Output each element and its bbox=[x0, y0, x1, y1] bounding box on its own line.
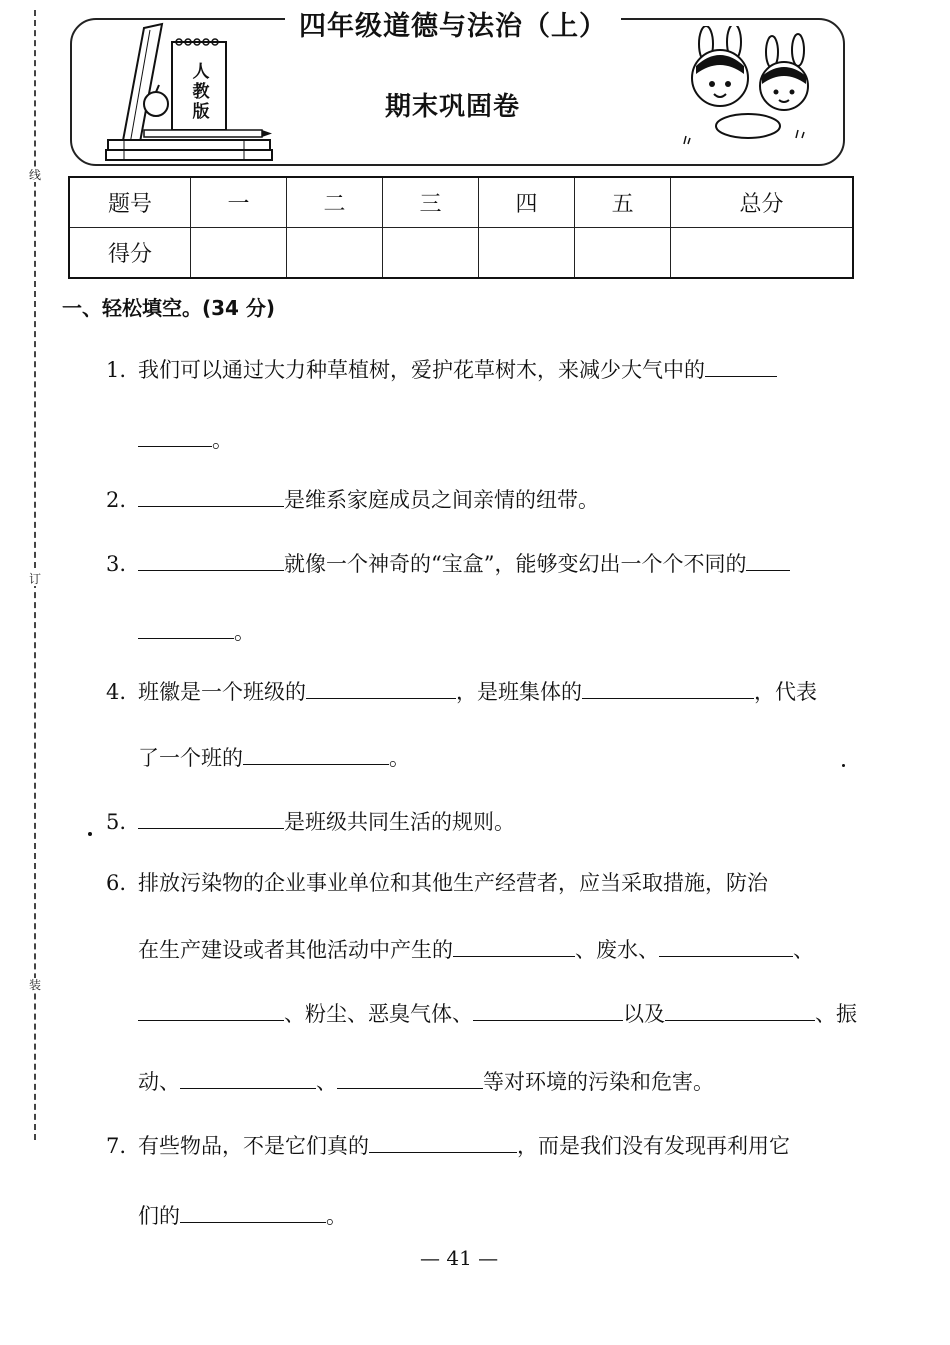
binding-char-top: 线 bbox=[28, 168, 41, 182]
question-3 bbox=[106, 548, 790, 579]
question-text: 了一个班的 bbox=[138, 746, 243, 770]
table-cell: 二 bbox=[287, 177, 383, 228]
answer-blank[interactable] bbox=[659, 934, 793, 957]
question-text: ，是班集体的 bbox=[456, 680, 582, 704]
question-text: 。 bbox=[326, 1204, 347, 1228]
score-cell[interactable] bbox=[383, 228, 479, 279]
answer-blank[interactable] bbox=[138, 484, 284, 507]
question-text: 、 bbox=[316, 1070, 337, 1094]
question-number: 2. bbox=[106, 488, 127, 512]
question-text: 以及 bbox=[623, 1002, 665, 1026]
question-text: 是班级共同生活的规则。 bbox=[284, 810, 515, 834]
question-text: 、粉尘、恶臭气体、 bbox=[284, 1002, 473, 1026]
table-cell: 四 bbox=[479, 177, 575, 228]
question-text: 、 bbox=[793, 938, 814, 962]
table-cell: 一 bbox=[191, 177, 287, 228]
question-text: 排放污染物的企业事业单位和其他生产经营者，应当采取措施，防治 bbox=[138, 871, 768, 895]
question-text: 在生产建设或者其他活动中产生的 bbox=[138, 938, 453, 962]
answer-blank[interactable] bbox=[138, 424, 212, 447]
question-1 bbox=[106, 354, 777, 385]
table-cell: 总分 bbox=[671, 177, 853, 228]
question-4 bbox=[106, 676, 817, 707]
question-number: 1. bbox=[106, 358, 127, 382]
question-4-cont bbox=[138, 742, 410, 773]
score-cell[interactable] bbox=[575, 228, 671, 279]
question-7-cont bbox=[138, 1200, 347, 1231]
edition-label: 人教版 bbox=[192, 62, 210, 122]
page-subtitle: 期末巩固卷 bbox=[385, 92, 521, 122]
question-text: 等对环境的污染和危害。 bbox=[483, 1070, 714, 1094]
answer-blank[interactable] bbox=[746, 548, 790, 571]
page-title: 四年级道德与法治（上） bbox=[285, 4, 621, 43]
answer-blank[interactable] bbox=[582, 676, 754, 699]
score-table-score-row bbox=[69, 228, 853, 279]
question-text: 是维系家庭成员之间亲情的纽带。 bbox=[284, 488, 599, 512]
question-number: 7. bbox=[106, 1134, 127, 1158]
question-6-line2 bbox=[138, 934, 814, 965]
question-text: 动、 bbox=[138, 1070, 180, 1094]
binding-char-mid: 订 bbox=[28, 572, 41, 586]
question-text: 、废水、 bbox=[575, 938, 659, 962]
question-5 bbox=[106, 806, 515, 837]
question-number: 5. bbox=[106, 810, 127, 834]
question-number: 6. bbox=[106, 871, 127, 895]
score-cell[interactable] bbox=[287, 228, 383, 279]
question-text: ，代表 bbox=[754, 680, 817, 704]
question-6-line4 bbox=[138, 1066, 714, 1097]
table-cell: 五 bbox=[575, 177, 671, 228]
answer-blank[interactable] bbox=[665, 998, 815, 1021]
answer-blank[interactable] bbox=[705, 354, 777, 377]
score-cell[interactable] bbox=[671, 228, 853, 279]
question-3-cont bbox=[138, 616, 255, 647]
answer-blank[interactable] bbox=[306, 676, 456, 699]
question-6-line3 bbox=[138, 998, 857, 1029]
answer-blank[interactable] bbox=[337, 1066, 483, 1089]
scan-speck bbox=[88, 832, 92, 836]
page-number: — 41 — bbox=[420, 1246, 499, 1270]
question-text: 。 bbox=[389, 746, 410, 770]
question-text: 、振 bbox=[815, 1002, 857, 1026]
question-text: 。 bbox=[212, 428, 233, 452]
scan-speck bbox=[842, 764, 845, 767]
question-text: 我们可以通过大力种草植树，爱护花草树木，来减少大气中的 bbox=[138, 358, 705, 382]
score-table-header-row bbox=[69, 177, 853, 228]
table-cell: 题号 bbox=[69, 177, 191, 228]
answer-blank[interactable] bbox=[138, 616, 234, 639]
answer-blank[interactable] bbox=[138, 806, 284, 829]
question-number: 3. bbox=[106, 552, 127, 576]
answer-blank[interactable] bbox=[243, 742, 389, 765]
binding-char-bottom: 装 bbox=[28, 978, 41, 992]
question-text: ，而是我们没有发现再利用它 bbox=[517, 1134, 790, 1158]
score-cell[interactable] bbox=[479, 228, 575, 279]
answer-blank[interactable] bbox=[180, 1200, 326, 1223]
question-2 bbox=[106, 484, 599, 515]
question-text: 们的 bbox=[138, 1204, 180, 1228]
score-table bbox=[68, 176, 854, 279]
answer-blank[interactable] bbox=[369, 1130, 517, 1153]
section-title: 一、轻松填空。(34 分) bbox=[62, 296, 276, 320]
answer-blank[interactable] bbox=[473, 998, 623, 1021]
question-text: 班徽是一个班级的 bbox=[138, 680, 306, 704]
question-1-cont bbox=[138, 424, 233, 455]
question-text: 。 bbox=[234, 620, 255, 644]
answer-blank[interactable] bbox=[453, 934, 575, 957]
table-cell: 得分 bbox=[69, 228, 191, 279]
question-number: 4. bbox=[106, 680, 127, 704]
question-text: 有些物品，不是它们真的 bbox=[138, 1134, 369, 1158]
answer-blank[interactable] bbox=[138, 998, 284, 1021]
score-cell[interactable] bbox=[191, 228, 287, 279]
table-cell: 三 bbox=[383, 177, 479, 228]
question-text: 就像一个神奇的“宝盒”，能够变幻出一个个不同的 bbox=[284, 552, 747, 576]
answer-blank[interactable] bbox=[138, 548, 284, 571]
kids-illustration bbox=[676, 26, 826, 156]
question-7 bbox=[106, 1130, 790, 1161]
question-6 bbox=[106, 868, 768, 898]
answer-blank[interactable] bbox=[180, 1066, 316, 1089]
